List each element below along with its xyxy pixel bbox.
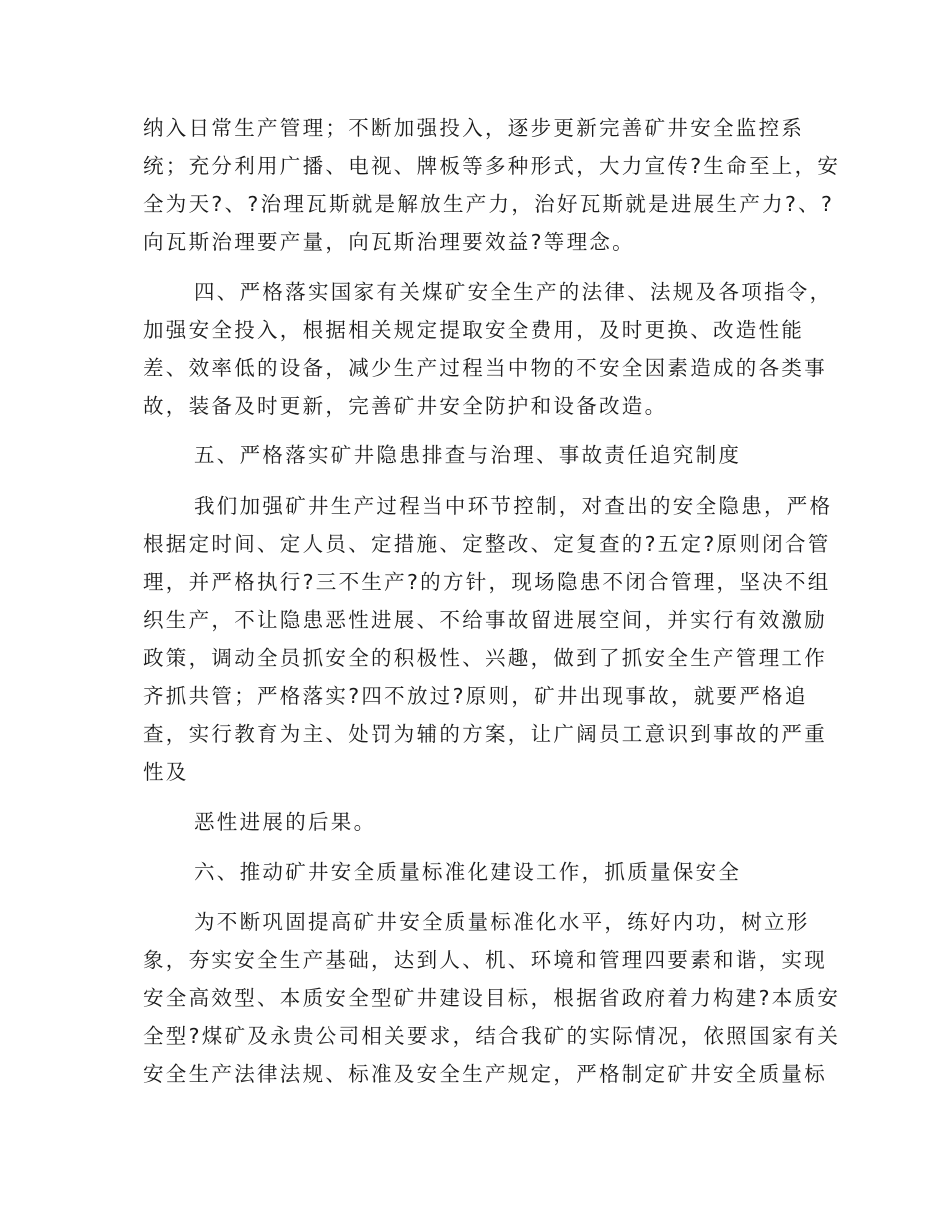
text-line: 性及 (143, 760, 189, 784)
text-line: 安全高效型、本质安全型矿井建设目标，根据省政府着力构建?本质安 (143, 986, 841, 1010)
text-line: 齐抓共管；严格落实?四不放过?原则，矿井出现事故，就要严格追 (143, 684, 808, 708)
paragraph-start: 为不断巩固提高矿井安全质量标准化水平，练好内功，树立形 (194, 910, 810, 934)
text-line: 差、效率低的设备，减少生产过程当中物的不安全因素造成的各类事 (143, 356, 827, 380)
text-line: 向瓦斯治理要产量，向瓦斯治理要效益?等理念。 (143, 230, 635, 254)
text-line: 全为天?、?治理瓦斯就是解放生产力，治好瓦斯就是进展生产力?、? (143, 192, 835, 216)
section-heading-4: 四、严格落实国家有关煤矿安全生产的法律、法规及各项指令， (194, 280, 833, 304)
text-line: 纳入日常生产管理；不断加强投入，逐步更新完善矿井安全监控系 (143, 116, 805, 140)
text-line: 统；充分利用广播、电视、牌板等多种形式，大力宣传?生命至上，安 (143, 154, 841, 178)
text-line: 恶性进展的后果。 (194, 810, 377, 834)
text-line: 加强安全投入，根据相关规定提取安全费用，及时更换、改造性能 (143, 318, 805, 342)
text-line: 全型?煤矿及永贵公司相关要求，结合我矿的实际情况，依照国家有关 (143, 1024, 841, 1048)
text-line: 安全生产法律法规、标准及安全生产规定，严格制定矿井安全质量标 (143, 1062, 827, 1086)
section-heading-5: 五、严格落实矿井隐患排查与治理、事故责任追究制度 (194, 443, 742, 467)
text-line: 理，并严格执行?三不生产?的方针，现场隐患不闭合管理，坚决不组 (143, 570, 831, 594)
text-line: 织生产，不让隐患恶性进展、不给事故留进展空间，并实行有效激励 (143, 608, 827, 632)
text-line: 查，实行教育为主、处罚为辅的方案，让广阔员工意识到事故的严重 (143, 722, 827, 746)
text-line: 政策，调动全员抓安全的积极性、兴趣，做到了抓安全生产管理工作 (143, 646, 827, 670)
paragraph-start: 我们加强矿井生产过程当中环节控制，对查出的安全隐患，严格 (194, 494, 833, 518)
text-line: 故，装备及时更新，完善矿井安全防护和设备改造。 (143, 394, 668, 418)
text-line: 象，夯实安全生产基础，达到人、机、环境和管理四要素和谐，实现 (143, 948, 827, 972)
section-heading-6: 六、推动矿井安全质量标准化建设工作，抓质量保安全 (194, 860, 742, 884)
text-line: 根据定时间、定人员、定措施、定整改、定复查的?五定?原则闭合管 (143, 532, 831, 556)
